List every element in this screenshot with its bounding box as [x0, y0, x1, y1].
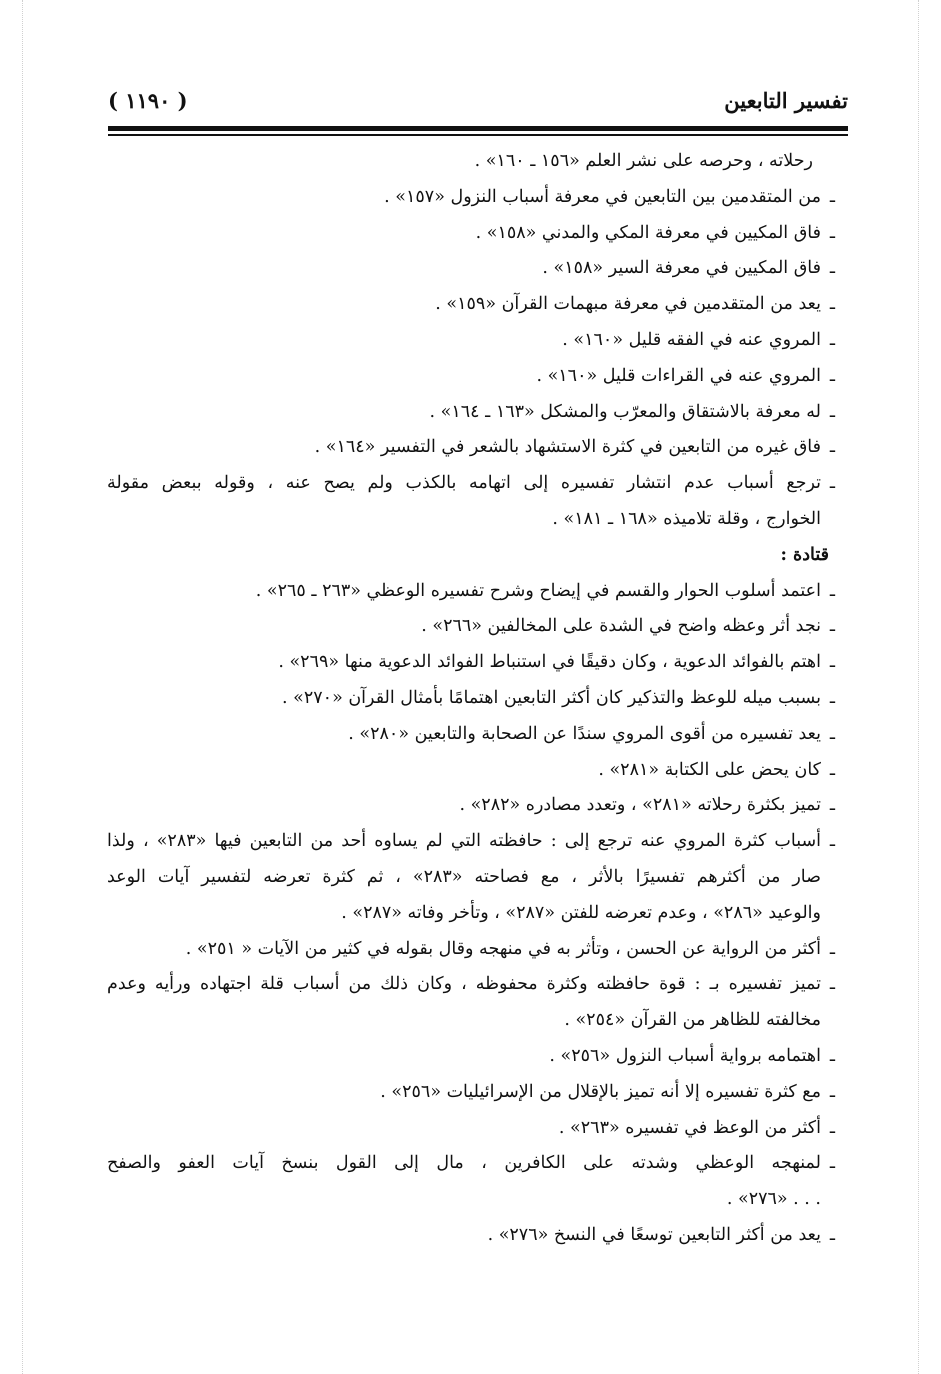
continuation-line [107, 896, 835, 932]
line-text: لمنهجه الوعظي وشدته على الكافرين ، مال إلى القول بنسخ آيات العفو والصفح [107, 1153, 821, 1174]
bullet-dash: ـ [829, 795, 835, 816]
line-text: نجد أثر وعظه واضح في الشدة على المخالفين «٢٦٦» . [421, 616, 821, 637]
list-item [107, 1111, 835, 1147]
header-rule-thin [108, 134, 848, 136]
line-text: أكثر من الوعظ في تفسيره «٢٦٣» . [558, 1117, 821, 1138]
line-text: تميز بكثرة رحلاته «٢٨١» ، وتعدد مصادره «٢٨٢» . [459, 795, 821, 816]
bullet-dash: ـ [829, 759, 835, 780]
line-text: والوعيد «٢٨٦» ، وعدم تعرضه للفتن «٢٨٧» ، وتأخر وفاته «٢٨٧» . [341, 902, 821, 923]
line-text: أكثر من الرواية عن الحسن ، وتأثر به في منهجه وقال بقوله في كثير من الآيات « ٢٥١» . [185, 938, 821, 959]
line-text: مخالفته للظاهر من القرآن «٢٥٤» . [564, 1010, 821, 1031]
list-item [107, 430, 835, 466]
list-item [107, 824, 835, 860]
continuation-line [107, 1182, 835, 1218]
bullet-dash: ـ [829, 329, 835, 350]
running-header [108, 86, 848, 126]
line-text: من المتقدمين بين التابعين في معرفة أسباب النزول «١٥٧» . [384, 186, 821, 207]
scan-edge-right [918, 0, 919, 1374]
bullet-dash: ـ [829, 1045, 835, 1066]
line-text: بسبب ميله للوعظ والتذكير كان أكثر التابعين اهتمامًا بأمثال القرآن «٢٧٠» . [282, 687, 821, 708]
line-text: اهتم بالفوائد الدعوية ، وكان دقيقًا في استنباط الفوائد الدعوية منها «٢٦٩» . [278, 652, 821, 673]
list-item [107, 1218, 835, 1254]
line-text: اعتمد أسلوب الحوار والقسم في إيضاح وشرح تفسيره الوعظي «٢٦٣ ـ ٢٦٥» . [255, 580, 821, 601]
continuation-line [107, 502, 835, 538]
bullet-dash: ـ [829, 1224, 835, 1245]
line-text: يعد من المتقدمين في معرفة مبهمات القرآن «١٥٩» . [435, 294, 821, 315]
page-number: ( ١١٩٠ ) [108, 88, 188, 113]
bullet-dash: ـ [829, 687, 835, 708]
bullet-dash: ـ [829, 616, 835, 637]
body-text [107, 144, 835, 1254]
bullet-dash: ـ [829, 1153, 835, 1174]
list-item [107, 967, 835, 1003]
list-item [107, 251, 835, 287]
bullet-dash: ـ [829, 401, 835, 422]
bullet-dash: ـ [829, 1117, 835, 1138]
list-item [107, 1146, 835, 1182]
line-text: رحلاته ، وحرصه على نشر العلم «١٥٦ ـ ١٦٠» . [474, 151, 813, 171]
bullet-dash: ـ [829, 723, 835, 744]
line-text: المروي عنه في الفقه قليل «١٦٠» . [562, 329, 821, 350]
list-item [107, 1075, 835, 1111]
list-item [107, 323, 835, 359]
line-text: فاق المكيين في معرفة السير «١٥٨» . [542, 258, 821, 279]
list-item [107, 574, 835, 610]
line-text: تميز تفسيره بـ : قوة حافظته وكثرة محفوظه ، وكان ذلك من أسباب قلة اجتهاده ورأيه وعدم [107, 974, 821, 995]
header-rule-thick [108, 126, 848, 131]
line-text: فاق المكيين في معرفة المكي والمدني «١٥٨» . [475, 222, 821, 243]
list-item [107, 466, 835, 502]
bullet-dash: ـ [829, 294, 835, 315]
section-heading [107, 538, 835, 574]
line-text: يعد تفسيره من أقوى المروي سندًا عن الصحابة والتابعين «٢٨٠» . [348, 723, 821, 744]
line-text: يعد من أكثر التابعين توسعًا في النسخ «٢٧٦» . [487, 1224, 821, 1245]
line-text: . . . «٢٧٦» . [726, 1189, 821, 1210]
running-title: تفسير التابعين [724, 88, 848, 113]
list-item [107, 1039, 835, 1075]
bullet-dash: ـ [829, 1081, 835, 1102]
continuation-line [107, 860, 835, 896]
list-item [107, 681, 835, 717]
continuation-line [107, 144, 835, 180]
continuation-line [107, 1003, 835, 1039]
line-text: الخوارج ، وقلة تلاميذه «١٦٨ ـ ١٨١» . [552, 508, 821, 529]
list-item [107, 180, 835, 216]
scan-edge-left [22, 0, 23, 1374]
line-text: أسباب كثرة المروي عنه ترجع إلى : حافظته التي لم يساوه أحد من التابعين فيها «٢٨٣» ، ولذا [107, 831, 821, 852]
list-item [107, 645, 835, 681]
list-item [107, 609, 835, 645]
line-text: كان يحض على الكتابة «٢٨١» . [598, 759, 821, 780]
line-text: له معرفة بالاشتقاق والمعرّب والمشكل «١٦٣ ـ ١٦٤» . [429, 401, 821, 422]
line-text: فاق غيره من التابعين في كثرة الاستشهاد بالشعر في التفسير «١٦٤» . [314, 437, 821, 458]
bullet-dash: ـ [829, 365, 835, 386]
line-text: قتادة : [780, 544, 829, 565]
bullet-dash: ـ [829, 437, 835, 458]
bullet-dash: ـ [829, 258, 835, 279]
bullet-dash: ـ [829, 974, 835, 995]
line-text: اهتمامه برواية أسباب النزول «٢٥٦» . [549, 1045, 821, 1066]
bullet-dash: ـ [829, 652, 835, 673]
list-item [107, 395, 835, 431]
line-text: صار من أكثرهم تفسيرًا بالأثر ، مع فصاحته «٢٨٣» ، ثم كثرة تعرضه لتفسير آيات الوعد [107, 866, 821, 887]
bullet-dash: ـ [829, 938, 835, 959]
list-item [107, 287, 835, 323]
bullet-dash: ـ [829, 831, 835, 852]
list-item [107, 359, 835, 395]
line-text: المروي عنه في القراءات قليل «١٦٠» . [536, 365, 821, 386]
bullet-dash: ـ [829, 222, 835, 243]
bullet-dash: ـ [829, 473, 835, 494]
list-item [107, 753, 835, 789]
bullet-dash: ـ [829, 186, 835, 207]
list-item [107, 717, 835, 753]
list-item [107, 216, 835, 252]
list-item [107, 788, 835, 824]
line-text: ترجع أسباب عدم انتشار تفسيره إلى اتهامه بالكذب ولم يصح عنه ، وقوله ببعض مقولة [107, 473, 821, 494]
list-item [107, 932, 835, 968]
line-text: مع كثرة تفسيره إلا أنه تميز بالإقلال من الإسرائيليات «٢٥٦» . [380, 1081, 821, 1102]
bullet-dash: ـ [829, 580, 835, 601]
